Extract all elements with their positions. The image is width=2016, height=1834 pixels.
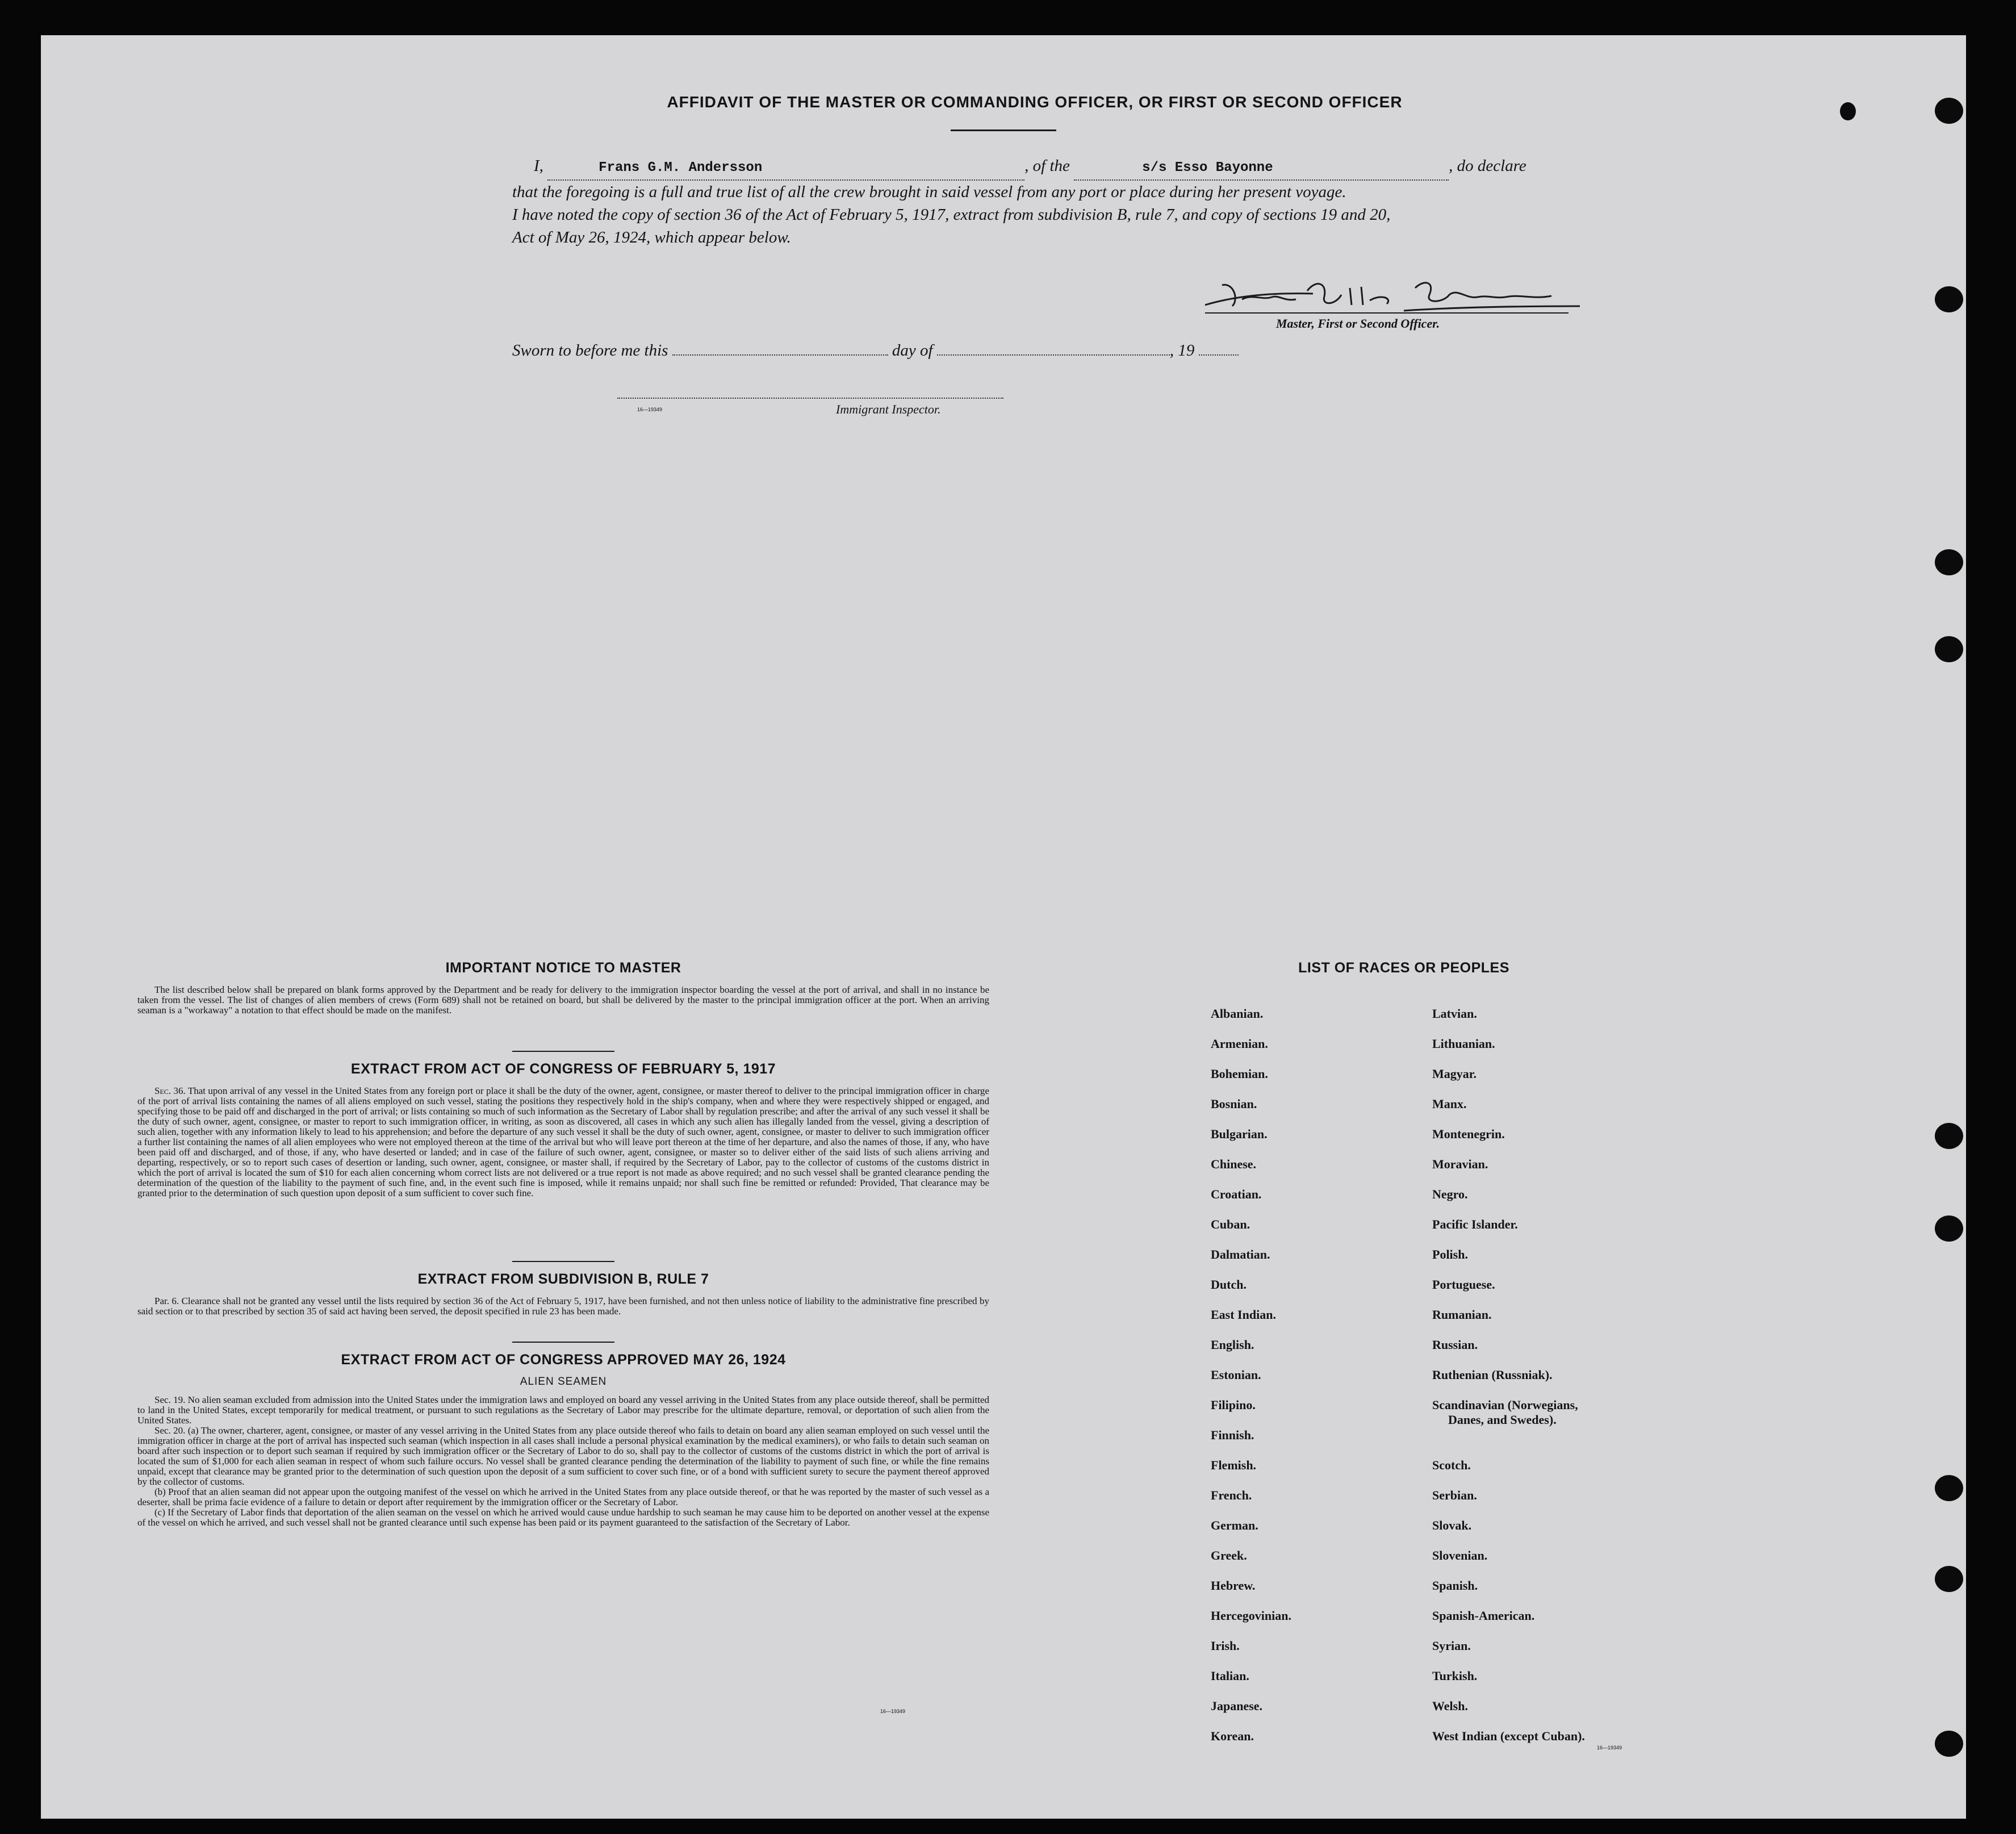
race-item: Rumanian. [1432, 1307, 1492, 1322]
race-item: Slovak. [1432, 1518, 1472, 1532]
race-item: German. [1211, 1518, 1258, 1532]
signature-rule [1205, 312, 1569, 314]
sec19-paragraph: Sec. 19. No alien seaman excluded from admission into the United States under the immigration laws and employed on board any vessel arriving in the United States from any place outside thereof, shall be permitted to land in the United States, except temporarily for medical treatment, or pursuant to such regulations as the Secretary of Labor may prescribe for the ultimate departure, removal, or deportation of such alien from the United States. [137, 1394, 989, 1426]
race-item: Estonian. [1211, 1368, 1261, 1382]
race-item: Syrian. [1432, 1639, 1471, 1653]
of-the-text: , of the [1024, 157, 1070, 175]
punch-hole [1935, 286, 1963, 312]
race-item: East Indian. [1211, 1307, 1276, 1322]
race-item: Bohemian. [1211, 1067, 1268, 1081]
vessel-field [1074, 154, 1449, 181]
race-item: Dalmatian. [1211, 1247, 1270, 1261]
extract-1917-title: EXTRACT FROM ACT OF CONGRESS OF FEBRUARY 5, 1917 [350, 1061, 776, 1077]
affidavit-body [512, 154, 1591, 249]
sec20c-paragraph: (c) If the Secretary of Labor finds that deportation of the alien seaman on the vessel on which he arrived would cause undue hardship to such seaman he may cause him to be deported on another vessel at the expense of the vessel on which he arrived, and such vessel shall not be granted clearance until such expense has been paid or its payment guaranteed to the satisfaction of the Secretary of Labor. [137, 1507, 989, 1528]
race-item: Ruthenian (Russniak). [1432, 1368, 1553, 1382]
race-item: Slovenian. [1432, 1548, 1488, 1563]
race-item: Spanish-American. [1432, 1609, 1535, 1623]
intro-text: I, [534, 157, 543, 175]
extract-rule7-title: EXTRACT FROM SUBDIVISION B, RULE 7 [417, 1271, 709, 1287]
sworn-month-field [937, 354, 1170, 356]
sec36-paragraph [137, 1086, 989, 1198]
race-item: Manx. [1432, 1097, 1467, 1111]
affidavit-line-2: that the foregoing is a full and true list of all the crew brought in said vessel from any port or place during her present voyage. [512, 183, 1346, 201]
punch-hole [1935, 1475, 1963, 1501]
races-column-1 [1211, 1006, 1291, 1759]
punch-hole [1935, 1215, 1963, 1242]
race-item: Lithuanian. [1432, 1037, 1495, 1051]
race-item: English. [1211, 1338, 1254, 1352]
do-declare-text: , do declare [1449, 157, 1526, 175]
races-title: LIST OF RACES OR PEOPLES [1298, 960, 1509, 976]
punch-hole [1935, 98, 1963, 124]
punch-hole [1935, 1731, 1963, 1757]
race-item: Spanish. [1432, 1578, 1478, 1593]
extract-1924-title: EXTRACT FROM ACT OF CONGRESS APPROVED MAY 26, 1924 [341, 1352, 786, 1368]
race-item: Croatian. [1211, 1187, 1262, 1201]
race-item: Finnish. [1211, 1428, 1254, 1442]
race-item: Chinese. [1211, 1157, 1257, 1171]
race-item: Hebrew. [1211, 1578, 1256, 1593]
punch-hole [1935, 1123, 1963, 1149]
document-page [41, 35, 1966, 1819]
form-number-bottom-right: 16—19349 [1597, 1745, 1622, 1751]
sec36-text: That upon arrival of any vessel in the United States from any foreign port or place it shall be the duty of the owner, agent, consignee, or master thereof to deliver to the principal immigration officer in charge of the port of arrival lists containing the names of all aliens employed on such vessel, stating the positions they respectively hold in the ship's company, when and where they were respectively shipped or engaged, and specifying those to be paid off and discharged in the port of arrival; or lists containing so much of such information as the Secretary of Labor shall by regulation prescribe; and after the arrival of any such vessel it shall be the duty of such owner, agent, consignee, or master to report to such immigration officer, in writing, as soon as discovered, all cases in which any such alien has illegally landed from the vessel, giving a description of such alien, together with any information likely to lead to his apprehension; and before the departure of any such vessel it shall be the duty of such owner, agent, consignee, or master to deliver to such immigration officer a further list containing the names of all alien employees who were not employed thereon at the time of the arrival but who will leave port thereon at the time of her departure, and also the names of those, if any, who have been paid off and discharged, and of those, if any, who have deserted or landed; and in case of the failure of such owner, agent, consignee, or master so to deliver either of the said lists of such aliens arriving and departing, respectively, or so to report such cases of desertion or landing, such owner, agent, consignee, or master shall, if required by the Secretary of Labor, pay to the collector of customs of the customs district in which the port of arrival is located the sum of $10 for each alien concerning whom correct lists are not delivered or a true report is not made as above required; and no such vessel shall be granted clearance pending the determination of the question of the liability to the payment of such fine, and, in the event such fine is imposed, while it remains unpaid; nor shall such fine be remitted or refunded: Provided, That clearance may be granted prior to the determination of such question upon deposit of a sum sufficient to cover such fine. [137, 1085, 989, 1198]
master-name-field [547, 154, 1024, 181]
race-item: Japanese. [1211, 1699, 1263, 1713]
notice-title: IMPORTANT NOTICE TO MASTER [445, 960, 681, 976]
race-item: Albanian. [1211, 1006, 1264, 1021]
sec20a-paragraph: Sec. 20. (a) The owner, charterer, agent, consignee, or master of any vessel arriving in the United States from any place outside thereof who fails to detain on board any alien seaman employed on such vessel until the immigration officer in charge at the port of arrival has inspected such seaman (which inspection in all cases shall include a personal physical examination by the medical examiners), or who fails to detain such seaman on board after such inspection or to deport such seaman if required by such immigration officer or the Secretary of Labor to do so, shall pay to the collector of customs of the customs district in which the port of arrival is located the sum of $1,000 for each alien seaman in respect of whom such failure occurs. No vessel shall be granted clearance pending the determination of the liability to payment of such fine, or while the fine remains unpaid, except that clearance may be granted prior to the determination of such question upon the deposit of a sum sufficient to cover such fine, or of a bond with sufficient surety to secure the payment thereof approved by the collector of customs. [137, 1425, 989, 1487]
affidavit-line-4: Act of May 26, 1924, which appear below. [512, 228, 791, 247]
form-number-top: 16—19349 [637, 407, 663, 412]
race-item: Welsh. [1432, 1699, 1468, 1713]
ink-blot [1840, 102, 1856, 120]
affidavit-line-1 [512, 154, 1591, 181]
race-item: French. [1211, 1488, 1252, 1502]
race-item: Greek. [1211, 1548, 1247, 1563]
affidavit-title: AFFIDAVIT OF THE MASTER OR COMMANDING OFFICER, OR FIRST OR SECOND OFFICER [667, 93, 1403, 111]
race-item: Armenian. [1211, 1037, 1268, 1051]
year-prefix-text: , 19 [1169, 341, 1195, 360]
race-item: Serbian. [1432, 1488, 1477, 1502]
extract-1917-text [137, 1086, 989, 1198]
section-rule [512, 1261, 614, 1262]
race-item: Bulgarian. [1211, 1127, 1268, 1141]
sworn-year-field [1199, 354, 1239, 356]
inspector-caption: Immigrant Inspector. [836, 402, 941, 416]
race-item: Dutch. [1211, 1277, 1247, 1292]
title-rule [951, 129, 1056, 131]
punch-hole [1935, 549, 1963, 575]
race-item: Irish. [1211, 1639, 1240, 1653]
race-item: Flemish. [1211, 1458, 1257, 1472]
master-signature [1199, 265, 1586, 316]
signature-caption: Master, First or Second Officer. [1276, 316, 1440, 331]
races-column-2 [1432, 1006, 1585, 1759]
inspector-signature-line [617, 398, 1003, 399]
race-item: Polish. [1432, 1247, 1468, 1261]
race-item: Moravian. [1432, 1157, 1488, 1171]
extract-1924-text [137, 1395, 989, 1528]
race-item: Hercegovinian. [1211, 1609, 1291, 1623]
race-item-continued: Danes, and Swedes). [1448, 1413, 1557, 1427]
sworn-text: Sworn to before me this [512, 341, 668, 360]
race-item: Russian. [1432, 1338, 1478, 1352]
vessel-value: s/s Esso Bayonne [1142, 160, 1273, 176]
sec36-label: Sec. 36. [154, 1085, 186, 1096]
affidavit-line-3: I have noted the copy of section 36 of the Act of February 5, 1917, extract from subdivision B, rule 7, and copy of sections 19 and 20, [512, 206, 1391, 224]
race-item: West Indian (except Cuban). [1432, 1729, 1585, 1743]
sec20b-paragraph: (b) Proof that an alien seaman did not appear upon the outgoing manifest of the vessel on which he arrived in the United States from any place outside thereof, or that he was reported by the master of such vessel as a deserter, shall be prima facie evidence of a failure to detain or deport after requirement by the immigration officer or the Secretary of Labor. [137, 1486, 989, 1507]
section-rule [512, 1342, 614, 1343]
race-item: Filipino. [1211, 1398, 1256, 1412]
race-item: Korean. [1211, 1729, 1254, 1743]
race-item: Pacific Islander. [1432, 1217, 1518, 1231]
notice-text [137, 985, 989, 1016]
race-item: Scandinavian (Norwegians, [1432, 1398, 1578, 1412]
race-item: Bosnian. [1211, 1097, 1257, 1111]
race-item: Magyar. [1432, 1067, 1477, 1081]
race-item: Scotch. [1432, 1458, 1471, 1472]
race-item: Montenegrin. [1432, 1127, 1505, 1141]
race-item-scandinavian [1432, 1398, 1585, 1458]
master-name-value: Frans G.M. Andersson [599, 160, 763, 176]
sworn-day-field [672, 354, 888, 356]
punch-hole [1935, 636, 1963, 662]
par6-paragraph: Par. 6. Clearance shall not be granted any vessel until the lists required by section 36 of the Act of February 5, 1917, have been furnished, and not then unless notice of liability to the administrative fine prescribed by said section or to that prescribed by section 35 of said act having been served, the deposit specified in rule 23 has been made. [137, 1296, 989, 1317]
section-rule [512, 1051, 614, 1052]
extract-rule7-text [137, 1296, 989, 1317]
race-item: Turkish. [1432, 1669, 1478, 1683]
day-of-text: day of [892, 341, 933, 360]
notice-paragraph: The list described below shall be prepared on blank forms approved by the Department and be ready for delivery to the immigration inspector boarding the vessel at the port of arrival, and shall in no instance be taken from the vessel. The list of changes of alien members of crews (Form 689) shall not be retained on board, but shall be delivered by the master to the principal immigration officer at the port. When an arriving seaman is a "workaway" a notation to that effect should be made on the manifest. [137, 984, 989, 1016]
sworn-line [512, 339, 1239, 362]
race-item: Cuban. [1211, 1217, 1250, 1231]
race-item: Portuguese. [1432, 1277, 1495, 1292]
race-item: Italian. [1211, 1669, 1249, 1683]
form-number-bottom-left: 16—19349 [880, 1708, 906, 1714]
race-item: Latvian. [1432, 1006, 1477, 1021]
punch-hole [1935, 1566, 1963, 1592]
race-item: Negro. [1432, 1187, 1468, 1201]
extract-1924-subtitle: ALIEN SEAMEN [520, 1376, 607, 1388]
